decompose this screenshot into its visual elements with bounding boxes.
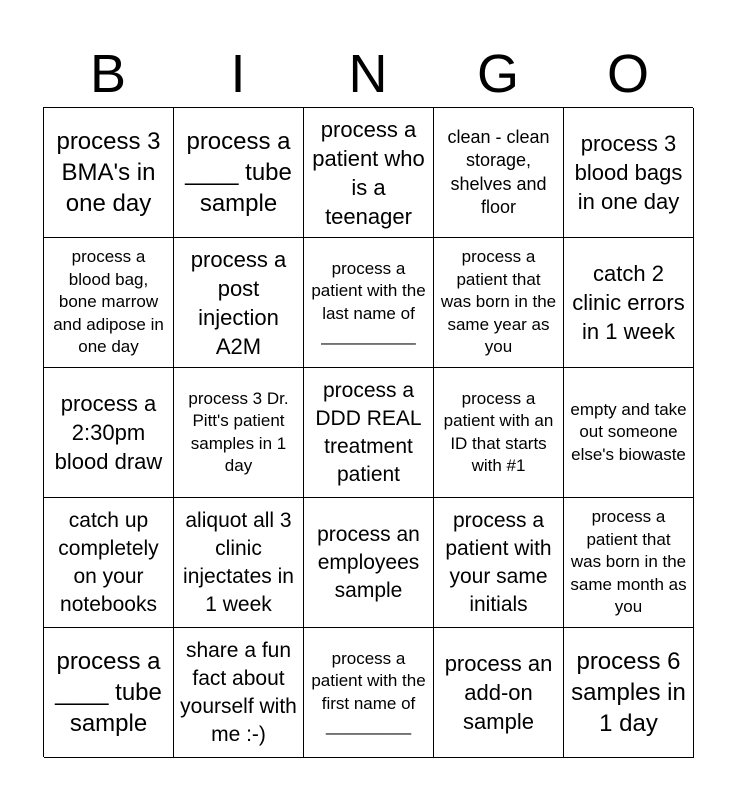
header-letter-g: G <box>476 44 519 104</box>
bingo-cell[interactable] <box>564 498 694 628</box>
bingo-cell[interactable] <box>44 368 174 498</box>
cell-text: process a ____ tube sample <box>185 128 292 217</box>
cell-text: share a fun fact about yourself with me :-) <box>180 638 297 746</box>
bingo-header <box>43 40 693 108</box>
bingo-cell[interactable] <box>564 108 694 238</box>
bingo-cell[interactable] <box>434 498 564 628</box>
cell-text: process a patient who is a teenager <box>312 116 425 229</box>
cell-text: process a patient that was born in the same month as you <box>570 507 687 617</box>
bingo-cell[interactable] <box>304 108 434 238</box>
bingo-cell[interactable] <box>44 108 174 238</box>
cell-text: process a ____ tube sample <box>55 648 162 737</box>
cell-text: process a patient with an ID that starts with #1 <box>443 388 554 475</box>
cell-text: empty and take out someone else's biowaste <box>570 399 687 464</box>
cell-text: process a post injection A2M <box>190 246 287 359</box>
cell-text: catch 2 clinic errors in 1 week <box>572 261 685 344</box>
bingo-cell[interactable] <box>174 368 304 498</box>
header-letter-i: I <box>230 44 246 104</box>
bingo-cell[interactable] <box>564 238 694 368</box>
bingo-cell[interactable] <box>304 368 434 498</box>
cell-text: process a patient with your same initials <box>445 508 552 616</box>
bingo-cell[interactable] <box>304 498 434 628</box>
cell-text: clean - clean storage, shelves and floor <box>447 126 550 217</box>
bingo-board <box>43 107 693 757</box>
cell-text: process 3 Dr. Pitt's patient samples in 1 day <box>188 388 289 475</box>
bingo-cell[interactable] <box>174 108 304 238</box>
cell-text: process a patient that was born in the same year as you <box>440 247 557 357</box>
cell-text: process a blood bag, bone marrow and adipose in one day <box>53 247 164 357</box>
header-letter-o: O <box>606 44 649 104</box>
cell-text: process an employees sample <box>317 522 420 602</box>
bingo-cell[interactable] <box>304 238 434 368</box>
bingo-cell[interactable] <box>174 498 304 628</box>
cell-text: process a DDD REAL treatment patient <box>315 378 422 486</box>
cell-text: process 6 samples in 1 day <box>571 648 686 737</box>
cell-text: process 3 blood bags in one day <box>574 131 683 214</box>
bingo-cell[interactable] <box>44 628 174 758</box>
header-letter-n: N <box>348 44 388 104</box>
bingo-cell[interactable] <box>44 238 174 368</box>
bingo-cell[interactable] <box>434 108 564 238</box>
cell-text: process a patient with the first name of _________ <box>311 648 426 735</box>
cell-text: process 3 BMA's in one day <box>56 128 161 217</box>
bingo-cell[interactable] <box>434 368 564 498</box>
header-letter-b: B <box>89 44 127 104</box>
cell-text: catch up completely on your notebooks <box>58 508 159 616</box>
bingo-cell[interactable] <box>434 628 564 758</box>
bingo-cell[interactable] <box>304 628 434 758</box>
cell-text: aliquot all 3 clinic injectates in 1 week <box>183 508 294 616</box>
bingo-cell[interactable] <box>434 238 564 368</box>
bingo-cell[interactable] <box>44 498 174 628</box>
cell-text: process a patient with the last name of __________ <box>311 258 426 345</box>
bingo-cell[interactable] <box>564 628 694 758</box>
bingo-cell[interactable] <box>174 238 304 368</box>
bingo-cell[interactable] <box>174 628 304 758</box>
bingo-cell[interactable] <box>564 368 694 498</box>
cell-text: process an add-on sample <box>444 651 553 734</box>
cell-text: process a 2:30pm blood draw <box>54 391 163 474</box>
